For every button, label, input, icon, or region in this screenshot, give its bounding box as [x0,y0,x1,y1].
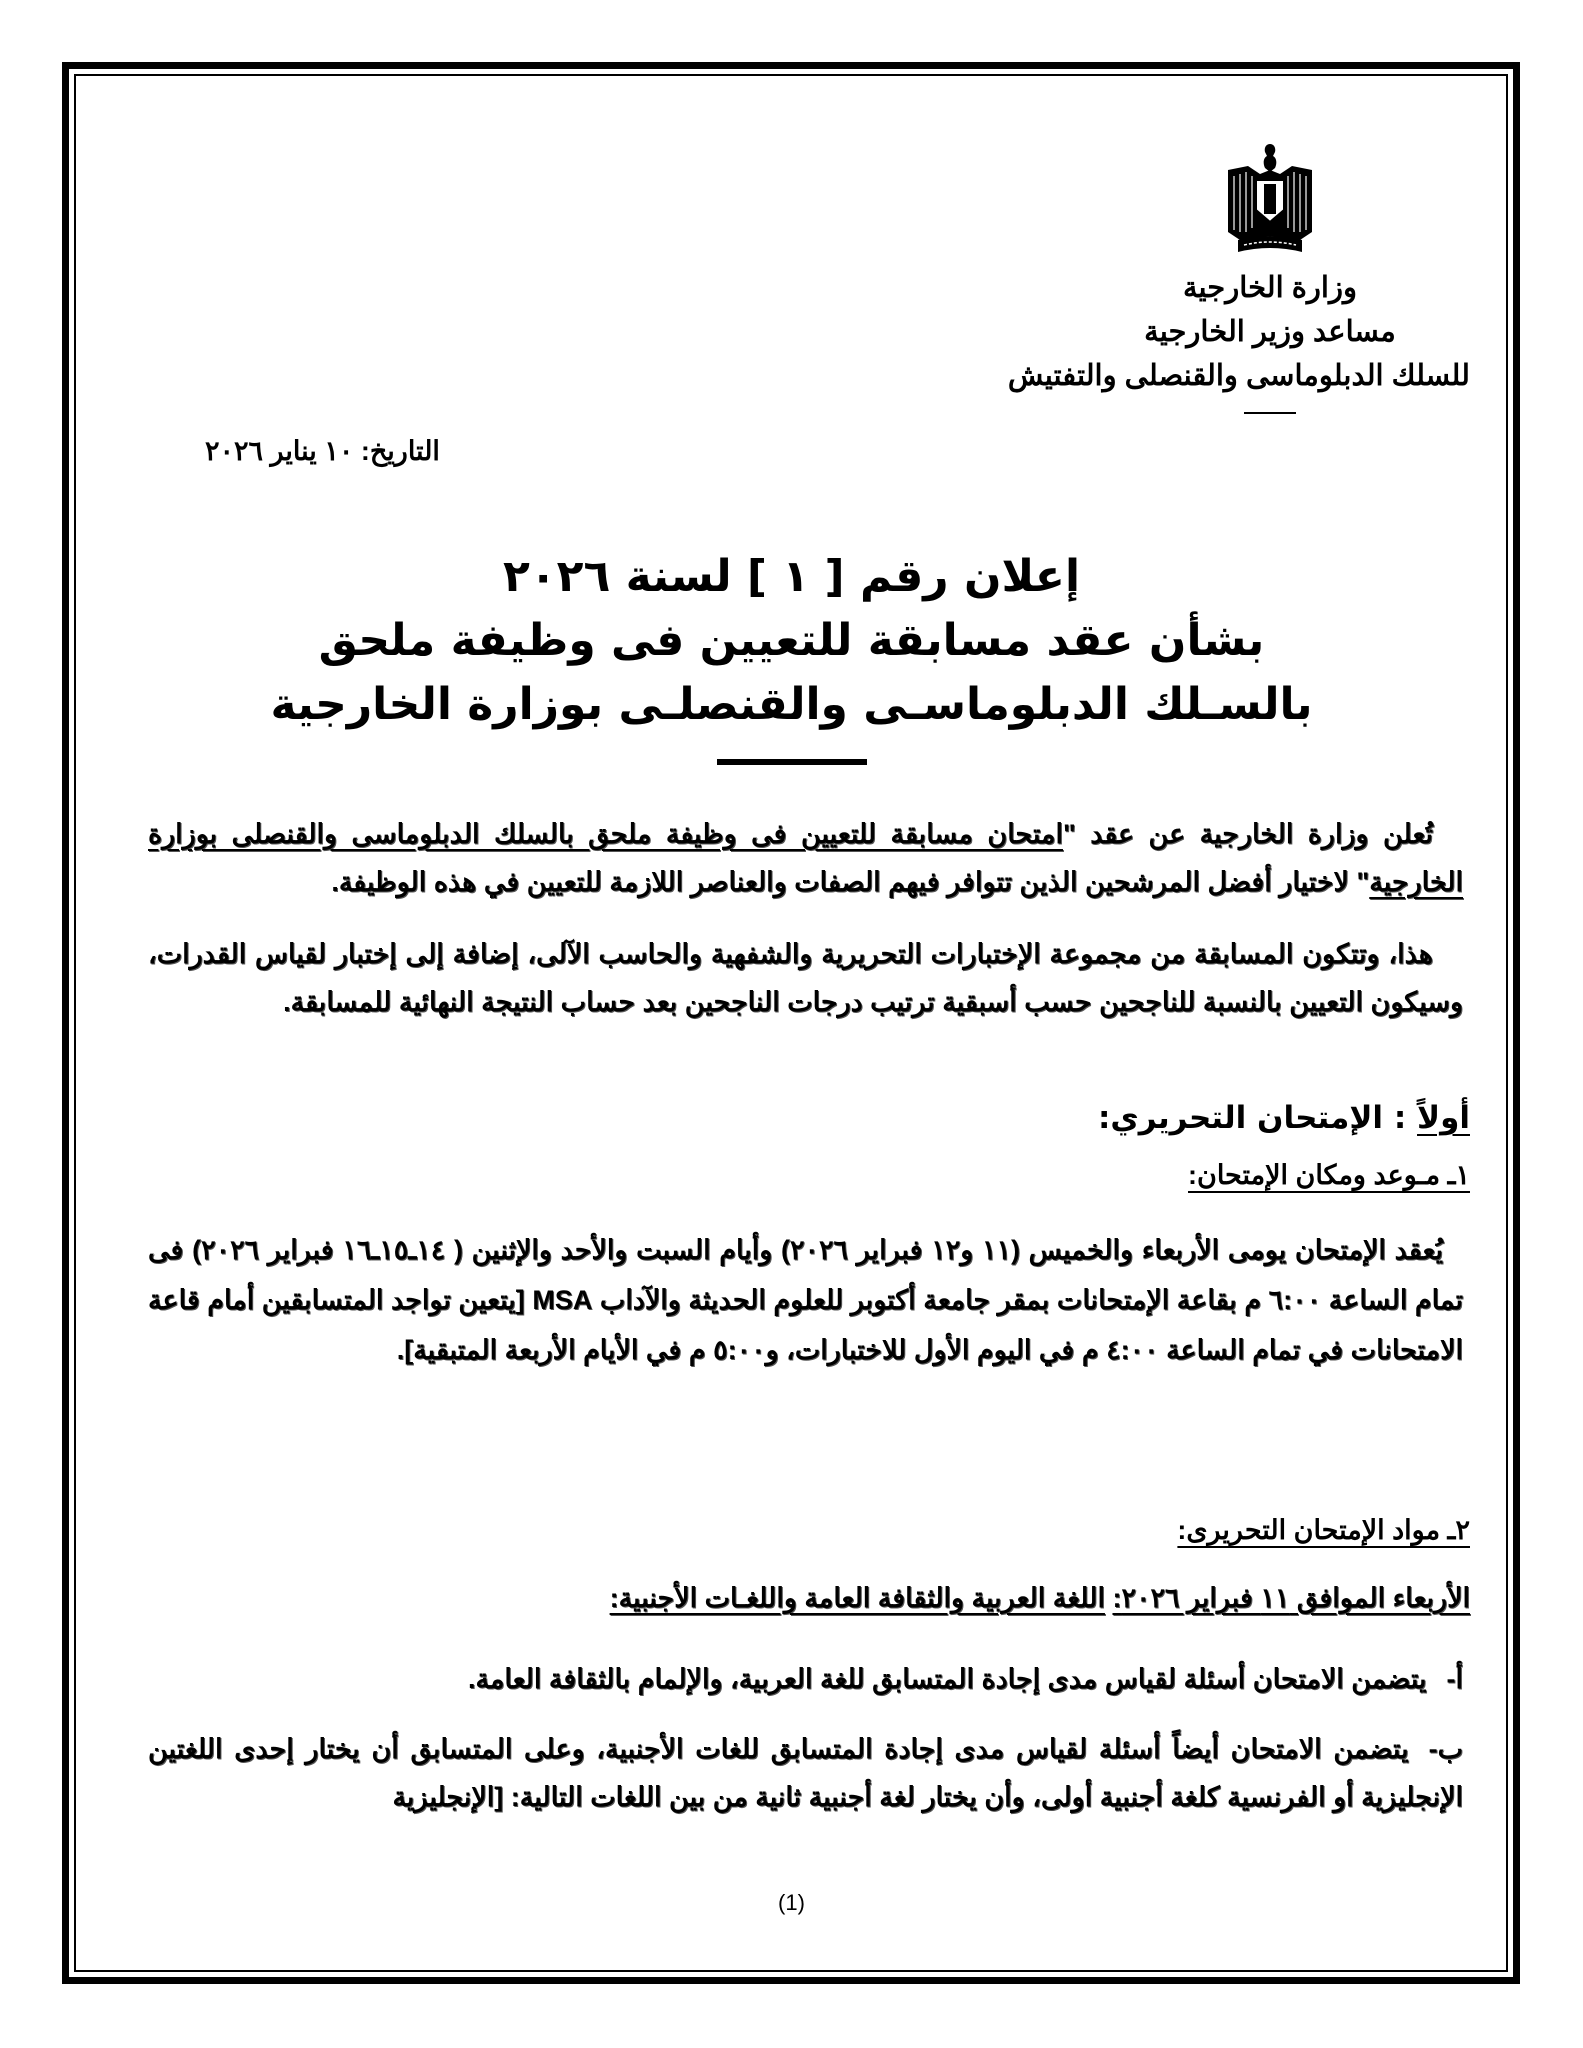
list-item-text: يتضمن الامتحان أسئلة لقياس مدى إجادة المتسابق للغة العربية، والإلمام بالثقافة العامة. [467,1664,1427,1694]
announcement-title [200,545,1383,765]
list-item [148,1725,1473,1821]
section-separator: : [1383,1100,1418,1136]
document-date [205,436,440,467]
page-number: (1) [778,1890,805,1915]
intro-prefix: تُعلن وزارة الخارجية عن عقد " [1062,819,1433,849]
announcement-subject-cont: بالسـلك الدبلوماسـى والقنصلـى بوزارة الخارجية [270,679,1313,730]
list-item-text: يتضمن الامتحان أيضاً أسئلة لقياس مدى إجادة المتسابق للغات الأجنبية، وعلى المتسابق أن يختار إحدى اللغتين الإنجليزية أو الفرنسية كلغة أجنبية أولى، وأن يختار لغة أجنبية ثانية من بين اللغات التالية: [الإنجليزية [148,1734,1463,1812]
list-item [148,1655,1473,1703]
list-item-marker: أ‌- [1446,1664,1463,1694]
exam-subjects-heading: ٢ـ مواد الإمتحان التحريرى: [1177,1515,1470,1545]
section-title: الإمتحان التحريري: [1097,1100,1384,1136]
letterhead-divider [1244,412,1296,414]
exam-schedule-paragraph: يُعقد الإمتحان يومى الأربعاء والخميس (١١ و١٢ فبراير ٢٠٢٦) وأيام السبت والأحد والإثنين ( ١٤ـ١٥ـ١٦ فبراير ٢٠٢٦) فى تمام الساعة ٦:٠٠ م بقاعة الإمتحانات بمقر جامعة أكتوبر للعلوم الحديثة والآداب MSA [يتعين تواجد المتسابقين أمام قاعة الامتحانات في تمام الساعة ٤:٠٠ م في اليوم الأول للاختبارات، و٥:٠٠ م في الأيام الأربعة المتبقية]. [148,1235,1463,1365]
letterhead [1007,140,1470,414]
section-ordinal: أولاً [1417,1100,1470,1136]
exam-date-place-heading: ١ـ مـوعد ومكان الإمتحان: [1188,1160,1470,1190]
wednesday-exam-line [610,1583,1470,1614]
section-written-exam-heading [1098,1100,1470,1136]
announcement-subject: بشأن عقد مسابقة للتعيين فى وظيفة ملحق [318,615,1265,666]
intro-exam-name: امتحان مسابقة للتعيين فى وظيفة ملحق بالسلك الدبلوماسى والقنصلى بوزارة الخارجية [148,819,1463,897]
intro-suffix: " لاختيار أفضل المرشحين الذين تتوافر فيهم الصفات والعناصر اللازمة للتعيين في هذه الوظيفة. [331,867,1370,897]
competition-paragraph: هذا، وتتكون المسابقة من مجموعة الإختبارات التحريرية والشفهية والحاسب الآلى، إضافة إلى إختبار لقياس القدرات، وسيكون التعيين بالنسبة للناجحين حسب أسبقية ترتيب درجات الناجحين بعد حساب النتيجة النهائية للمسابقة. [148,939,1463,1017]
exam-day-subjects: اللغة العربية والثقافة العامة واللغـات الأجنبية: [609,1583,1105,1613]
eagle-emblem-icon [1220,140,1320,260]
department-name: للسلك الدبلوماسى والقنصلى والتفتيش [1007,360,1470,392]
intro-paragraph [148,810,1463,906]
list-item-marker: ب‌- [1428,1734,1463,1764]
exam-day-label: الأربعاء الموافق ١١ فبراير ٢٠٢٦: [1112,1583,1470,1613]
date-label: التاريخ: [360,436,440,466]
ministry-name: وزارة الخارجية [1183,272,1357,304]
title-divider [717,759,867,765]
announcement-number: إعلان رقم [ ١ ] لسنة ٢٠٢٦ [502,551,1081,602]
date-value: ١٠ يناير ٢٠٢٦ [205,436,354,466]
assistant-minister-title: مساعد وزير الخارجية [1144,316,1396,348]
